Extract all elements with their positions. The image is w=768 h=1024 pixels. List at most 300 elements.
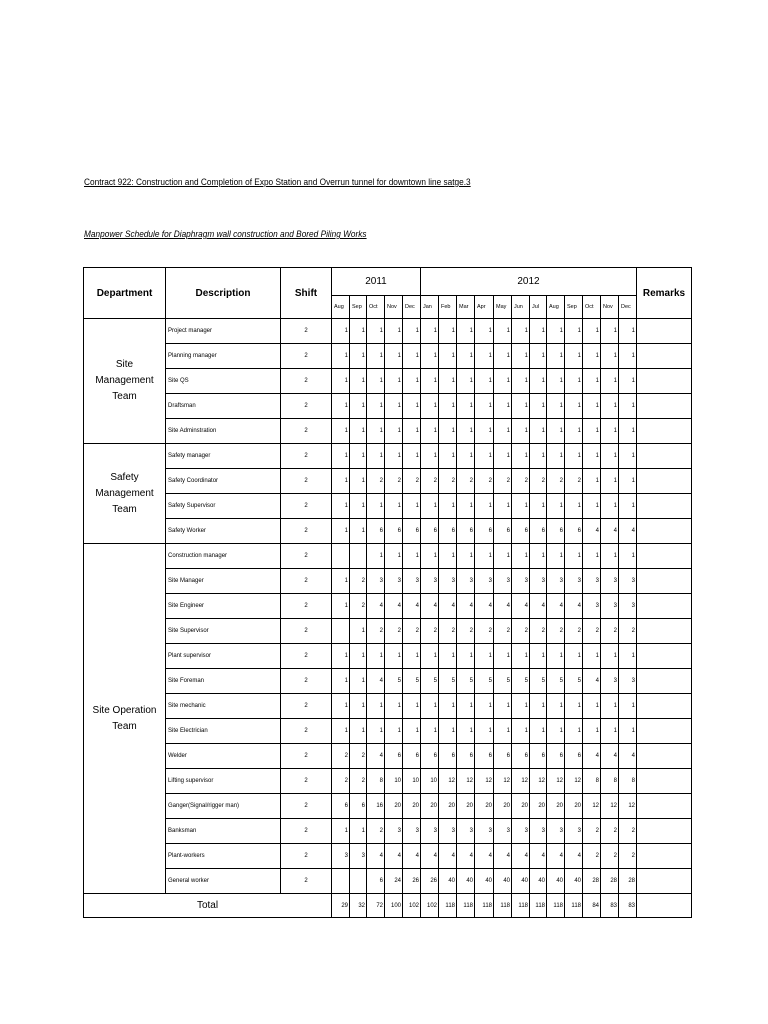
month-value-cell: 4 [583,744,601,769]
month-value-cell: 3 [439,819,457,844]
month-value-cell: 3 [350,844,367,869]
shift-cell: 2 [281,344,332,369]
month-value-cell: 12 [601,794,619,819]
department-cell: Site Operation Team [84,544,166,894]
month-value-cell: 6 [547,519,565,544]
remarks-cell [637,419,692,444]
month-value-cell: 40 [475,869,494,894]
month-value-cell: 3 [619,669,637,694]
month-value-cell: 1 [583,444,601,469]
description-cell: Site Engineer [166,594,281,619]
month-value-cell: 2 [457,469,475,494]
total-value-cell: 72 [367,894,385,918]
month-value-cell: 2 [530,619,547,644]
month-value-cell: 2 [583,844,601,869]
shift-cell: 2 [281,794,332,819]
month-value-cell: 1 [494,319,512,344]
month-value-cell: 3 [601,669,619,694]
month-value-cell: 1 [530,319,547,344]
month-header: Feb [439,296,457,319]
shift-cell: 2 [281,869,332,894]
month-value-cell: 1 [619,694,637,719]
remarks-cell [637,619,692,644]
month-value-cell: 5 [512,669,530,694]
month-value-cell: 1 [619,444,637,469]
month-value-cell: 1 [421,694,439,719]
month-value-cell: 1 [439,719,457,744]
month-value-cell: 2 [494,469,512,494]
month-value-cell: 1 [619,319,637,344]
month-value-cell: 1 [494,419,512,444]
shift-cell: 2 [281,444,332,469]
month-value-cell: 1 [547,694,565,719]
month-value-cell: 3 [385,819,403,844]
table-row [84,519,692,544]
month-header: Mar [457,296,475,319]
table-row [84,769,692,794]
month-value-cell: 1 [403,544,421,569]
department-header: Department [84,268,166,319]
month-value-cell: 1 [601,344,619,369]
total-value-cell: 84 [583,894,601,918]
month-header: Aug [332,296,350,319]
month-value-cell: 4 [601,519,619,544]
month-value-cell: 1 [457,719,475,744]
month-value-cell: 1 [475,444,494,469]
total-value-cell: 32 [350,894,367,918]
month-value-cell: 3 [601,594,619,619]
month-value-cell: 2 [494,619,512,644]
month-value-cell: 3 [512,569,530,594]
description-cell: Banksman [166,819,281,844]
table-row [84,794,692,819]
month-value-cell: 20 [403,794,421,819]
description-cell: Site Electrician [166,719,281,744]
month-value-cell: 1 [367,694,385,719]
month-value-cell: 1 [475,544,494,569]
month-value-cell: 6 [457,744,475,769]
month-value-cell: 5 [403,669,421,694]
month-value-cell: 3 [332,844,350,869]
remarks-cell [637,669,692,694]
month-value-cell: 1 [385,719,403,744]
month-value-cell: 3 [512,819,530,844]
month-value-cell: 1 [332,569,350,594]
month-value-cell: 1 [530,544,547,569]
month-value-cell: 1 [421,494,439,519]
month-value-cell: 1 [332,394,350,419]
month-value-cell: 1 [601,469,619,494]
shift-cell: 2 [281,594,332,619]
month-value-cell: 3 [367,569,385,594]
month-value-cell: 1 [494,444,512,469]
month-value-cell: 4 [530,594,547,619]
month-value-cell [332,869,350,894]
table-row [84,569,692,594]
description-cell: Site Supervisor [166,619,281,644]
remarks-cell [637,719,692,744]
year-header-2011: 2011 [332,268,421,296]
month-value-cell: 1 [385,694,403,719]
month-value-cell: 12 [494,769,512,794]
table-row [84,844,692,869]
month-value-cell: 1 [601,544,619,569]
shift-cell: 2 [281,419,332,444]
description-cell: Planning manager [166,344,281,369]
month-value-cell: 1 [547,444,565,469]
month-value-cell: 1 [385,644,403,669]
month-value-cell: 1 [565,719,583,744]
shift-cell: 2 [281,544,332,569]
month-value-cell: 2 [547,619,565,644]
month-value-cell: 1 [494,344,512,369]
month-value-cell: 1 [494,719,512,744]
month-value-cell: 1 [332,594,350,619]
month-value-cell: 1 [530,694,547,719]
month-value-cell: 1 [583,419,601,444]
shift-cell: 2 [281,719,332,744]
table-row [84,419,692,444]
month-value-cell: 1 [601,694,619,719]
month-header: Aug [547,296,565,319]
month-value-cell: 4 [403,594,421,619]
total-value-cell: 118 [475,894,494,918]
month-value-cell: 1 [565,494,583,519]
month-value-cell: 1 [512,644,530,669]
month-value-cell: 6 [385,744,403,769]
month-value-cell: 6 [547,744,565,769]
remarks-cell [637,369,692,394]
remarks-cell [637,644,692,669]
month-value-cell: 1 [457,444,475,469]
month-value-cell: 1 [619,544,637,569]
month-value-cell: 1 [494,369,512,394]
month-value-cell: 1 [565,369,583,394]
description-cell: Site Foreman [166,669,281,694]
month-value-cell: 1 [385,419,403,444]
month-value-cell: 4 [439,844,457,869]
month-value-cell: 4 [367,594,385,619]
month-value-cell: 1 [547,394,565,419]
month-value-cell: 3 [403,819,421,844]
month-value-cell: 40 [439,869,457,894]
month-value-cell: 4 [457,844,475,869]
table-row [84,594,692,619]
month-value-cell: 1 [530,419,547,444]
shift-cell: 2 [281,469,332,494]
month-value-cell: 6 [403,519,421,544]
description-cell: Safety Worker [166,519,281,544]
shift-cell: 2 [281,669,332,694]
month-value-cell: 20 [494,794,512,819]
month-value-cell: 2 [421,619,439,644]
month-value-cell: 3 [583,569,601,594]
month-value-cell: 2 [619,619,637,644]
month-value-cell: 1 [403,394,421,419]
month-value-cell: 1 [332,469,350,494]
month-value-cell: 3 [530,819,547,844]
month-value-cell: 1 [350,394,367,419]
month-value-cell: 40 [565,869,583,894]
month-value-cell: 4 [475,594,494,619]
month-value-cell: 1 [385,394,403,419]
month-value-cell: 2 [512,469,530,494]
month-value-cell: 12 [512,769,530,794]
month-value-cell: 1 [350,469,367,494]
month-value-cell: 1 [367,319,385,344]
month-value-cell: 1 [403,644,421,669]
total-row [84,894,692,918]
month-value-cell: 1 [475,394,494,419]
month-value-cell: 1 [350,719,367,744]
month-value-cell: 1 [403,719,421,744]
month-value-cell: 5 [530,669,547,694]
month-value-cell: 8 [583,769,601,794]
month-value-cell: 1 [439,319,457,344]
month-value-cell: 1 [421,319,439,344]
month-value-cell: 1 [403,344,421,369]
total-label: Total [84,894,332,918]
month-value-cell: 1 [403,694,421,719]
month-value-cell: 1 [547,419,565,444]
month-value-cell: 6 [350,794,367,819]
remarks-cell [637,494,692,519]
month-value-cell: 4 [494,844,512,869]
month-value-cell: 1 [494,644,512,669]
month-value-cell: 4 [475,844,494,869]
month-value-cell: 1 [494,544,512,569]
month-value-cell: 1 [547,719,565,744]
month-value-cell: 1 [619,644,637,669]
month-value-cell: 4 [547,844,565,869]
month-value-cell: 1 [530,644,547,669]
month-value-cell: 4 [512,844,530,869]
month-value-cell: 1 [350,819,367,844]
month-value-cell: 1 [403,369,421,394]
month-value-cell: 6 [439,744,457,769]
description-cell: Project manager [166,319,281,344]
month-value-cell: 4 [565,594,583,619]
description-cell: Draftsman [166,394,281,419]
manpower-schedule-table [83,267,692,918]
month-header: Dec [403,296,421,319]
month-value-cell: 8 [619,769,637,794]
month-value-cell: 1 [619,419,637,444]
month-value-cell: 1 [332,344,350,369]
month-value-cell: 2 [601,844,619,869]
month-value-cell: 4 [530,844,547,869]
month-header: Dec [619,296,637,319]
month-value-cell: 6 [421,744,439,769]
month-value-cell: 1 [332,719,350,744]
month-value-cell: 3 [421,569,439,594]
month-value-cell: 1 [332,319,350,344]
month-value-cell: 8 [367,769,385,794]
month-value-cell: 1 [439,344,457,369]
month-value-cell: 2 [367,619,385,644]
month-value-cell: 1 [547,344,565,369]
total-value-cell: 83 [619,894,637,918]
month-value-cell: 2 [530,469,547,494]
month-value-cell: 40 [547,869,565,894]
month-value-cell: 40 [512,869,530,894]
month-value-cell: 40 [494,869,512,894]
remarks-cell [637,769,692,794]
remarks-cell [637,894,692,918]
month-value-cell: 1 [601,494,619,519]
month-value-cell: 2 [583,819,601,844]
table-row [84,644,692,669]
month-value-cell: 6 [494,744,512,769]
month-value-cell: 20 [512,794,530,819]
month-value-cell: 4 [457,594,475,619]
description-cell: Construction manager [166,544,281,569]
month-value-cell: 4 [439,594,457,619]
month-header: Nov [601,296,619,319]
month-value-cell: 1 [583,494,601,519]
month-value-cell: 1 [601,394,619,419]
month-value-cell: 6 [421,519,439,544]
month-value-cell: 1 [565,394,583,419]
description-cell: Ganger(Signal/rigger man) [166,794,281,819]
month-value-cell: 1 [475,369,494,394]
month-value-cell: 2 [583,619,601,644]
month-value-cell: 1 [475,419,494,444]
month-value-cell: 1 [475,694,494,719]
table-row [84,619,692,644]
remarks-cell [637,469,692,494]
month-value-cell: 6 [332,794,350,819]
month-value-cell: 1 [512,344,530,369]
month-value-cell: 3 [475,819,494,844]
department-cell: Safety Management Team [84,444,166,544]
month-value-cell: 20 [530,794,547,819]
month-header: Oct [367,296,385,319]
schedule-heading: Manpower Schedule for Diaphragm wall construction and Bored Piling Works [84,229,367,239]
month-value-cell: 6 [530,744,547,769]
month-value-cell: 2 [403,619,421,644]
remarks-cell [637,594,692,619]
month-value-cell: 2 [350,569,367,594]
month-value-cell: 5 [494,669,512,694]
month-value-cell: 2 [619,819,637,844]
month-value-cell: 1 [619,719,637,744]
month-value-cell: 8 [601,769,619,794]
month-value-cell: 1 [565,694,583,719]
remarks-header: Remarks [637,268,692,319]
month-value-cell: 1 [350,369,367,394]
month-value-cell [350,869,367,894]
table-row [84,744,692,769]
month-value-cell: 1 [421,644,439,669]
table-row [84,444,692,469]
month-value-cell: 1 [332,519,350,544]
month-value-cell: 1 [530,369,547,394]
remarks-cell [637,569,692,594]
month-value-cell: 1 [565,544,583,569]
month-value-cell: 2 [619,844,637,869]
table-row [84,344,692,369]
description-cell: Lifting supervisor [166,769,281,794]
month-value-cell: 5 [421,669,439,694]
description-cell: Site mechanic [166,694,281,719]
month-value-cell: 1 [583,319,601,344]
month-value-cell: 1 [530,344,547,369]
month-value-cell: 6 [385,519,403,544]
month-value-cell: 4 [601,744,619,769]
shift-header: Shift [281,268,332,319]
month-value-cell: 3 [494,569,512,594]
table-row [84,394,692,419]
month-value-cell: 4 [547,594,565,619]
month-value-cell: 1 [601,719,619,744]
month-value-cell: 1 [583,369,601,394]
month-value-cell: 1 [601,644,619,669]
month-value-cell: 1 [332,669,350,694]
month-value-cell: 1 [421,444,439,469]
month-value-cell: 2 [475,619,494,644]
month-value-cell: 1 [565,644,583,669]
month-value-cell: 28 [601,869,619,894]
month-value-cell: 3 [385,569,403,594]
month-value-cell [332,544,350,569]
month-value-cell: 20 [475,794,494,819]
month-value-cell: 1 [619,344,637,369]
month-value-cell: 1 [350,344,367,369]
total-value-cell: 118 [530,894,547,918]
month-value-cell: 16 [367,794,385,819]
month-value-cell: 1 [332,419,350,444]
month-value-cell: 1 [332,644,350,669]
month-value-cell: 2 [439,619,457,644]
month-value-cell: 4 [367,669,385,694]
month-value-cell: 1 [512,394,530,419]
month-value-cell: 1 [332,819,350,844]
month-value-cell: 1 [439,394,457,419]
month-value-cell: 2 [565,619,583,644]
month-value-cell: 1 [475,494,494,519]
month-value-cell: 1 [512,494,530,519]
remarks-cell [637,519,692,544]
month-value-cell: 1 [512,719,530,744]
month-value-cell: 1 [403,494,421,519]
month-value-cell: 1 [565,319,583,344]
month-value-cell: 1 [385,544,403,569]
month-value-cell: 1 [565,344,583,369]
month-value-cell: 3 [475,569,494,594]
month-value-cell: 1 [385,344,403,369]
table-row [84,544,692,569]
month-value-cell: 4 [583,669,601,694]
month-value-cell: 26 [403,869,421,894]
description-cell: Safety manager [166,444,281,469]
month-value-cell: 28 [583,869,601,894]
month-value-cell: 1 [367,344,385,369]
month-value-cell: 12 [475,769,494,794]
month-value-cell: 4 [403,844,421,869]
month-value-cell: 6 [530,519,547,544]
month-value-cell: 1 [530,394,547,419]
remarks-cell [637,344,692,369]
shift-cell: 2 [281,519,332,544]
month-value-cell: 3 [583,594,601,619]
shift-cell: 2 [281,619,332,644]
month-value-cell: 6 [457,519,475,544]
month-value-cell: 20 [421,794,439,819]
month-value-cell: 1 [512,444,530,469]
remarks-cell [637,819,692,844]
month-value-cell: 1 [512,694,530,719]
